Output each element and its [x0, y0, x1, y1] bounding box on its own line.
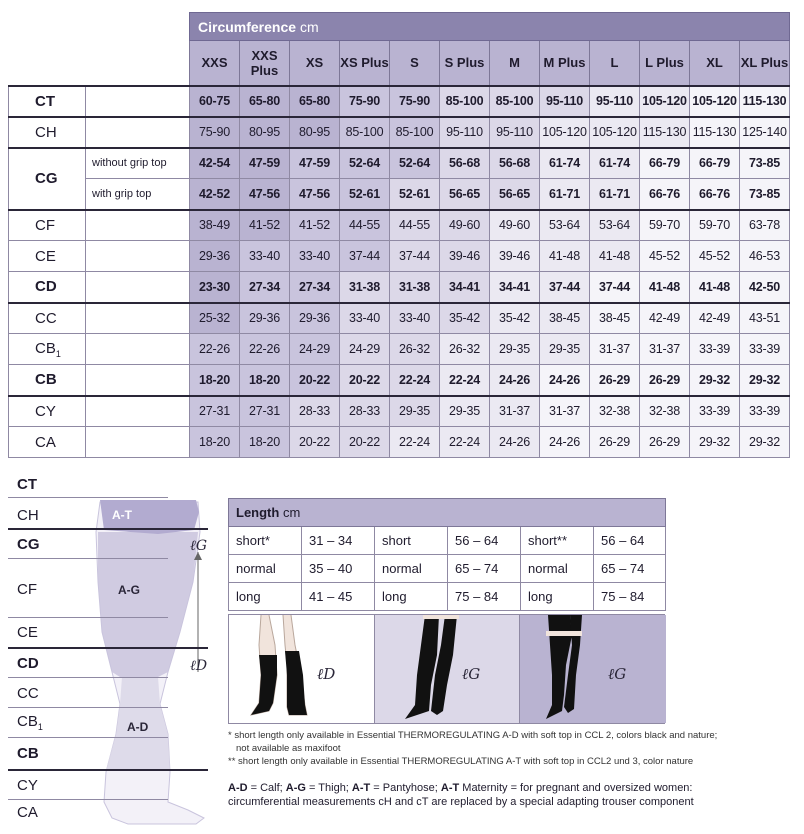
table-cell: 29-36 [240, 303, 290, 334]
table-cell: 115-130 [640, 117, 690, 148]
photo-calf-stocking [229, 615, 375, 723]
row-code: CC [9, 303, 86, 334]
row-code: CG [9, 148, 86, 210]
row-sub-label [86, 117, 190, 148]
table-cell: 38-45 [540, 303, 590, 334]
table-cell: 80-95 [290, 117, 340, 148]
table-cell: 34-41 [440, 272, 490, 303]
table-cell: 59-70 [690, 210, 740, 241]
table-cell: 37-44 [340, 241, 390, 272]
table-corner [9, 13, 190, 86]
thigh-stocking-image [375, 615, 520, 723]
zone-ag-label: A-G [118, 583, 140, 597]
circumference-body [9, 86, 790, 458]
ld-length-label: ℓD [190, 658, 208, 674]
table-cell: 47-59 [240, 148, 290, 179]
table-cell: 38-45 [590, 303, 640, 334]
table-cell: 31-37 [490, 396, 540, 427]
lg-length-label: ℓG [190, 538, 208, 554]
row-sub-label [86, 334, 190, 365]
size-header-10: XL [690, 41, 740, 86]
size-header-0: XXS [190, 41, 240, 86]
table-cell: 105-120 [690, 86, 740, 117]
table-cell: 49-60 [490, 210, 540, 241]
table-cell: 85-100 [490, 86, 540, 117]
row-code: CE [9, 241, 86, 272]
leg-label-ca: CA [17, 804, 38, 821]
leg-label-cb1: $CB_1$ [17, 713, 43, 732]
table-cell: 24-26 [540, 365, 590, 396]
length-cell: normal [375, 555, 448, 583]
table-cell: 66-76 [640, 179, 690, 210]
leg-label-cf: CF [17, 581, 37, 598]
table-cell: 22-24 [440, 427, 490, 458]
row-sub-label [86, 210, 190, 241]
table-cell: 66-79 [690, 148, 740, 179]
length-cell: 56 – 64 [594, 527, 666, 555]
length-title-text: Length [236, 505, 280, 520]
length-title [229, 499, 666, 527]
table-cell: 75-90 [390, 86, 440, 117]
table-cell: 37-44 [540, 272, 590, 303]
table-cell: 24-26 [540, 427, 590, 458]
table-cell: 33-40 [240, 241, 290, 272]
table-cell: 105-120 [640, 86, 690, 117]
table-cell: 80-95 [240, 117, 290, 148]
table-cell: 85-100 [440, 86, 490, 117]
table-cell: 39-46 [440, 241, 490, 272]
table-cell: 42-50 [740, 272, 790, 303]
photo-thigh-stocking [375, 615, 520, 723]
table-cell: 33-40 [290, 241, 340, 272]
length-cell: short** [521, 527, 594, 555]
table-cell: 32-38 [640, 396, 690, 427]
table-cell: 22-24 [390, 427, 440, 458]
leg-label-cy: CY [17, 777, 38, 794]
table-cell: 95-110 [540, 86, 590, 117]
table-cell: 33-39 [690, 396, 740, 427]
size-header-2: XS [290, 41, 340, 86]
table-cell: 45-52 [690, 241, 740, 272]
table-cell: 33-39 [740, 396, 790, 427]
table-cell: 33-40 [340, 303, 390, 334]
table-cell: 29-35 [440, 396, 490, 427]
length-cell: 75 – 84 [448, 583, 521, 611]
table-cell: 44-55 [390, 210, 440, 241]
photo-pantyhose-length: ℓG [608, 665, 627, 683]
size-header-5: S Plus [440, 41, 490, 86]
table-cell: 61-74 [540, 148, 590, 179]
table-row [9, 427, 790, 458]
table-cell: 29-36 [190, 241, 240, 272]
length-cell: 65 – 74 [594, 555, 666, 583]
length-cell: 35 – 40 [302, 555, 375, 583]
table-cell: 115-130 [690, 117, 740, 148]
table-cell: 61-71 [540, 179, 590, 210]
table-cell: 27-31 [190, 396, 240, 427]
table-cell: 43-51 [740, 303, 790, 334]
table-row [9, 272, 790, 303]
row-code: CH [9, 117, 86, 148]
table-cell: 45-52 [640, 241, 690, 272]
row-sub-label [86, 272, 190, 303]
row-sub-label: with grip top [86, 179, 190, 210]
table-cell: 42-49 [640, 303, 690, 334]
table-row [9, 241, 790, 272]
table-cell: 24-29 [290, 334, 340, 365]
length-cell: 75 – 84 [594, 583, 666, 611]
table-cell: 95-110 [490, 117, 540, 148]
length-table [228, 498, 666, 611]
table-cell: 53-64 [590, 210, 640, 241]
table-cell: 95-110 [590, 86, 640, 117]
length-body [229, 527, 666, 611]
legend-line-1: A-D = Calf; A-G = Thigh; A-T = Pantyhose; A-T Maternity = for pregnant and oversized women: [228, 782, 693, 794]
length-cell: 41 – 45 [302, 583, 375, 611]
row-sub-label [86, 86, 190, 117]
row-sub-label: without grip top [86, 148, 190, 179]
length-cell: long [521, 583, 594, 611]
table-row [9, 365, 790, 396]
length-row [229, 555, 666, 583]
footnote-1: * short length only available in Essential THERMOREGULATING A-D with soft top in CCL 2, colors black and nature; [228, 730, 718, 741]
table-cell: 33-40 [390, 303, 440, 334]
length-cell: normal [229, 555, 302, 583]
table-cell: 35-42 [440, 303, 490, 334]
leg-diagram [8, 472, 208, 827]
row-code: CA [9, 427, 86, 458]
table-cell: 46-53 [740, 241, 790, 272]
table-row [9, 396, 790, 427]
length-cell: 65 – 74 [448, 555, 521, 583]
table-cell: 20-22 [340, 365, 390, 396]
length-row [229, 527, 666, 555]
length-row [229, 583, 666, 611]
table-cell: 73-85 [740, 179, 790, 210]
table-cell: 22-26 [240, 334, 290, 365]
table-row [9, 303, 790, 334]
table-cell: 65-80 [240, 86, 290, 117]
table-cell: 47-56 [290, 179, 340, 210]
table-cell: 29-35 [390, 396, 440, 427]
table-cell: 73-85 [740, 148, 790, 179]
size-header-4: S [390, 41, 440, 86]
table-cell: 26-32 [390, 334, 440, 365]
table-row [9, 210, 790, 241]
leg-illustration [8, 472, 208, 827]
leg-label-cb: CB [17, 745, 39, 762]
circumference-table [8, 12, 790, 458]
table-cell: 23-30 [190, 272, 240, 303]
table-cell: 18-20 [190, 427, 240, 458]
row-sub-label [86, 396, 190, 427]
table-cell: 39-46 [490, 241, 540, 272]
table-row [9, 117, 790, 148]
table-cell: 105-120 [540, 117, 590, 148]
photo-thigh-length: ℓG [462, 665, 481, 683]
table-cell: 29-32 [740, 365, 790, 396]
table-cell: 22-26 [190, 334, 240, 365]
table-cell: 26-29 [640, 365, 690, 396]
row-code: CY [9, 396, 86, 427]
table-cell: 61-74 [590, 148, 640, 179]
circumference-title [190, 13, 790, 41]
size-header-7: M Plus [540, 41, 590, 86]
size-header-9: L Plus [640, 41, 690, 86]
table-cell: 47-59 [290, 148, 340, 179]
length-cell: long [229, 583, 302, 611]
table-cell: 41-48 [540, 241, 590, 272]
leg-label-cg: CG [17, 536, 40, 553]
table-cell: 33-39 [740, 334, 790, 365]
table-cell: 61-71 [590, 179, 640, 210]
length-cell: short* [229, 527, 302, 555]
table-cell: 29-35 [540, 334, 590, 365]
table-cell: 60-75 [190, 86, 240, 117]
table-cell: 37-44 [390, 241, 440, 272]
table-cell: 24-29 [340, 334, 390, 365]
table-cell: 42-52 [190, 179, 240, 210]
size-header-11: XL Plus [740, 41, 790, 86]
table-cell: 66-79 [640, 148, 690, 179]
table-cell: 32-38 [590, 396, 640, 427]
footnote-2: ** short length only available in Essential THERMOREGULATING A-T with soft top in CCL2 und 3, color nature [228, 756, 694, 767]
table-cell: 18-20 [240, 427, 290, 458]
table-cell: 85-100 [390, 117, 440, 148]
table-cell: 38-49 [190, 210, 240, 241]
table-cell: 28-33 [290, 396, 340, 427]
table-cell: 31-38 [340, 272, 390, 303]
table-cell: 18-20 [190, 365, 240, 396]
table-cell: 41-52 [240, 210, 290, 241]
length-cell: 31 – 34 [302, 527, 375, 555]
table-cell: 28-33 [340, 396, 390, 427]
table-cell: 41-48 [640, 272, 690, 303]
table-cell: 49-60 [440, 210, 490, 241]
table-cell: 125-140 [740, 117, 790, 148]
table-cell: 27-31 [240, 396, 290, 427]
table-cell: 24-26 [490, 427, 540, 458]
table-cell: 26-29 [590, 427, 640, 458]
table-row [9, 86, 790, 117]
table-cell: 41-52 [290, 210, 340, 241]
length-unit: cm [282, 505, 301, 520]
table-cell: 52-64 [340, 148, 390, 179]
table-cell: 20-22 [340, 427, 390, 458]
table-cell: 42-54 [190, 148, 240, 179]
zone-at-label: A-T [112, 508, 132, 522]
table-cell: 52-61 [390, 179, 440, 210]
table-cell: 29-32 [690, 427, 740, 458]
leg-label-ce: CE [17, 624, 38, 641]
table-row [9, 179, 790, 210]
table-cell: 37-44 [590, 272, 640, 303]
table-cell: 56-65 [440, 179, 490, 210]
table-cell: 52-61 [340, 179, 390, 210]
table-cell: 59-70 [640, 210, 690, 241]
table-cell: 75-90 [340, 86, 390, 117]
table-cell: 44-55 [340, 210, 390, 241]
table-cell: 27-34 [240, 272, 290, 303]
table-cell: 29-36 [290, 303, 340, 334]
row-code: $CB_1$ [9, 334, 86, 365]
length-cell: short [375, 527, 448, 555]
circumference-title-text: Circumference [198, 18, 297, 35]
table-cell: 31-37 [590, 334, 640, 365]
table-cell: 41-48 [690, 272, 740, 303]
stocking-photos [228, 614, 665, 724]
length-cell: 56 – 64 [448, 527, 521, 555]
footnote-1-cont: not available as maxifoot [236, 743, 341, 754]
table-cell: 95-110 [440, 117, 490, 148]
row-sub-label [86, 241, 190, 272]
table-cell: 105-120 [590, 117, 640, 148]
size-header-3: XS Plus [340, 41, 390, 86]
row-code: CB [9, 365, 86, 396]
circumference-unit: cm [299, 18, 319, 35]
table-cell: 35-42 [490, 303, 540, 334]
table-cell: 27-34 [290, 272, 340, 303]
table-cell: 20-22 [290, 427, 340, 458]
footnotes [228, 729, 788, 768]
row-code: CT [9, 86, 86, 117]
pantyhose-image [520, 615, 666, 723]
photo-calf-length: ℓD [317, 665, 336, 683]
row-code: CF [9, 210, 86, 241]
table-cell: 75-90 [190, 117, 240, 148]
table-cell: 56-68 [490, 148, 540, 179]
abbreviation-legend [228, 781, 788, 809]
table-cell: 22-24 [390, 365, 440, 396]
table-cell: 41-48 [590, 241, 640, 272]
table-cell: 65-80 [290, 86, 340, 117]
size-header-6: M [490, 41, 540, 86]
table-cell: 29-32 [690, 365, 740, 396]
leg-label-ct: CT [17, 476, 37, 493]
row-sub-label [86, 427, 190, 458]
table-cell: 53-64 [540, 210, 590, 241]
calf-stocking-image [229, 615, 375, 723]
table-cell: 26-32 [440, 334, 490, 365]
table-cell: 42-49 [690, 303, 740, 334]
zone-ad-label: A-D [127, 720, 149, 734]
table-cell: 31-37 [540, 396, 590, 427]
leg-label-cd: CD [17, 655, 39, 672]
table-cell: 33-39 [690, 334, 740, 365]
size-header-8: L [590, 41, 640, 86]
table-cell: 52-64 [390, 148, 440, 179]
table-cell: 29-32 [740, 427, 790, 458]
row-code: CD [9, 272, 86, 303]
table-cell: 85-100 [340, 117, 390, 148]
table-cell: 63-78 [740, 210, 790, 241]
table-cell: 26-29 [640, 427, 690, 458]
table-row [9, 148, 790, 179]
table-cell: 66-76 [690, 179, 740, 210]
legend-line-2: circumferential measurements cH and cT are replaced by a special adapting trouser component [228, 796, 694, 808]
table-cell: 115-130 [740, 86, 790, 117]
table-cell: 18-20 [240, 365, 290, 396]
table-cell: 56-65 [490, 179, 540, 210]
table-cell: 25-32 [190, 303, 240, 334]
row-sub-label [86, 365, 190, 396]
length-cell: normal [521, 555, 594, 583]
length-cell: long [375, 583, 448, 611]
table-cell: 34-41 [490, 272, 540, 303]
row-sub-label [86, 303, 190, 334]
table-cell: 56-68 [440, 148, 490, 179]
table-cell: 31-38 [390, 272, 440, 303]
table-cell: 47-56 [240, 179, 290, 210]
table-cell: 24-26 [490, 365, 540, 396]
table-cell: 22-24 [440, 365, 490, 396]
table-cell: 29-35 [490, 334, 540, 365]
size-header-1: XXS Plus [240, 41, 290, 86]
zone-ag-shape [98, 532, 198, 677]
photo-pantyhose [520, 615, 666, 723]
table-cell: 26-29 [590, 365, 640, 396]
table-cell: 31-37 [640, 334, 690, 365]
table-cell: 20-22 [290, 365, 340, 396]
leg-label-cc: CC [17, 685, 39, 702]
table-row [9, 334, 790, 365]
leg-label-ch: CH [17, 507, 39, 524]
